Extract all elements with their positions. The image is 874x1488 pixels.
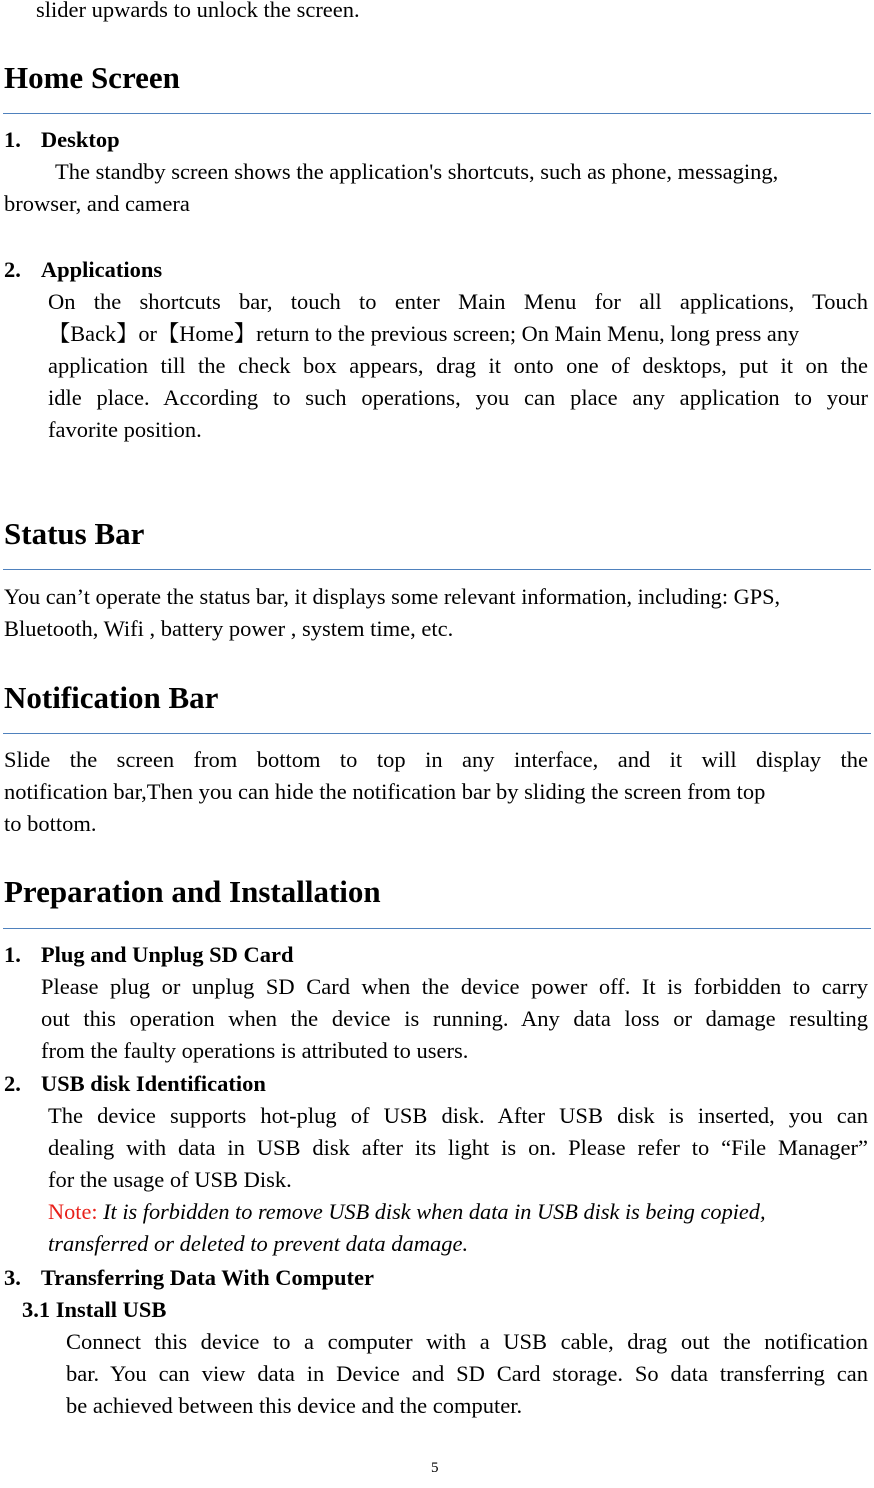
paragraph-line: be achieved between this device and the computer.	[66, 1393, 523, 1418]
list-item-sd-card	[4, 939, 293, 971]
note-line	[48, 1196, 766, 1228]
list-number: 3.	[4, 1265, 21, 1290]
paragraph-line: Connect this device to a computer with a USB cable, drag out the notification	[66, 1329, 868, 1354]
paragraph-line: from the faulty operations is attributed to users.	[41, 1038, 469, 1063]
list-heading: Plug and Unplug SD Card	[40, 942, 294, 967]
paragraph-line: browser, and camera	[4, 191, 190, 216]
section-title-preparation: Preparation and Installation	[4, 874, 381, 909]
paragraph-line: bar. You can view data in Device and SD Card storage. So data transferring can	[66, 1361, 868, 1386]
list-heading: USB disk Identification	[40, 1071, 266, 1096]
list-number: 1.	[4, 127, 21, 152]
section-title-home-screen: Home Screen	[4, 60, 180, 95]
paragraph-line: notification bar,Then you can hide the notification bar by sliding the screen from top	[4, 779, 766, 804]
list-item-usb-disk	[4, 1068, 266, 1100]
page-number: 5	[431, 1460, 439, 1476]
intro-line: slider upwards to unlock the screen.	[36, 0, 360, 22]
paragraph-line: to bottom.	[4, 811, 97, 836]
paragraph-line: Please plug or unplug SD Card when the device power off. It is forbidden to carry	[41, 974, 868, 999]
paragraph-line: On the shortcuts bar, touch to enter Main Menu for all applications, Touch	[48, 289, 868, 314]
paragraph-line: Bluetooth, Wifi , battery power , system time, etc.	[4, 616, 454, 641]
list-heading: Applications	[40, 257, 163, 282]
list-number: 1.	[4, 942, 21, 967]
paragraph-line: application till the check box appears, drag it onto one of desktops, put it on the	[48, 353, 868, 378]
paragraph-line: You can’t operate the status bar, it displays some relevant information, including: GPS,	[4, 584, 781, 609]
list-item-desktop	[4, 124, 120, 156]
section-rule	[3, 928, 871, 929]
section-title-notification-bar: Notification Bar	[4, 680, 219, 715]
paragraph-line: The standby screen shows the application's shortcuts, such as phone, messaging,	[55, 159, 779, 184]
list-item-transfer	[4, 1262, 374, 1294]
note-label: Note:	[48, 1199, 98, 1224]
paragraph-line: 【Back】or【Home】return to the previous screen; On Main Menu, long press any	[48, 321, 800, 346]
paragraph-line: favorite position.	[48, 417, 202, 442]
section-rule	[3, 733, 871, 734]
section-title-status-bar: Status Bar	[4, 516, 145, 551]
paragraph-line: Slide the screen from bottom to top in any interface, and it will display the	[4, 747, 868, 772]
paragraph-line: idle place. According to such operations, you can place any application to your	[48, 385, 868, 410]
list-number: 2.	[4, 257, 21, 282]
paragraph-line: dealing with data in USB disk after its light is on. Please refer to “File Manager”	[48, 1135, 868, 1160]
list-item-applications	[4, 254, 162, 286]
paragraph-line: for the usage of USB Disk.	[48, 1167, 292, 1192]
note-line: transferred or deleted to prevent data damage.	[48, 1231, 469, 1256]
list-number: 2.	[4, 1071, 21, 1096]
list-heading: Desktop	[40, 127, 120, 152]
sub-heading-install-usb: 3.1 Install USB	[22, 1297, 167, 1322]
paragraph-line: out this operation when the device is running. Any data loss or damage resulting	[41, 1006, 868, 1031]
section-rule	[3, 569, 871, 570]
section-rule	[3, 113, 871, 114]
list-heading: Transferring Data With Computer	[40, 1265, 374, 1290]
note-text: It is forbidden to remove USB disk when data in USB disk is being copied,	[97, 1199, 766, 1224]
paragraph-line: The device supports hot-plug of USB disk. After USB disk is inserted, you can	[48, 1103, 868, 1128]
